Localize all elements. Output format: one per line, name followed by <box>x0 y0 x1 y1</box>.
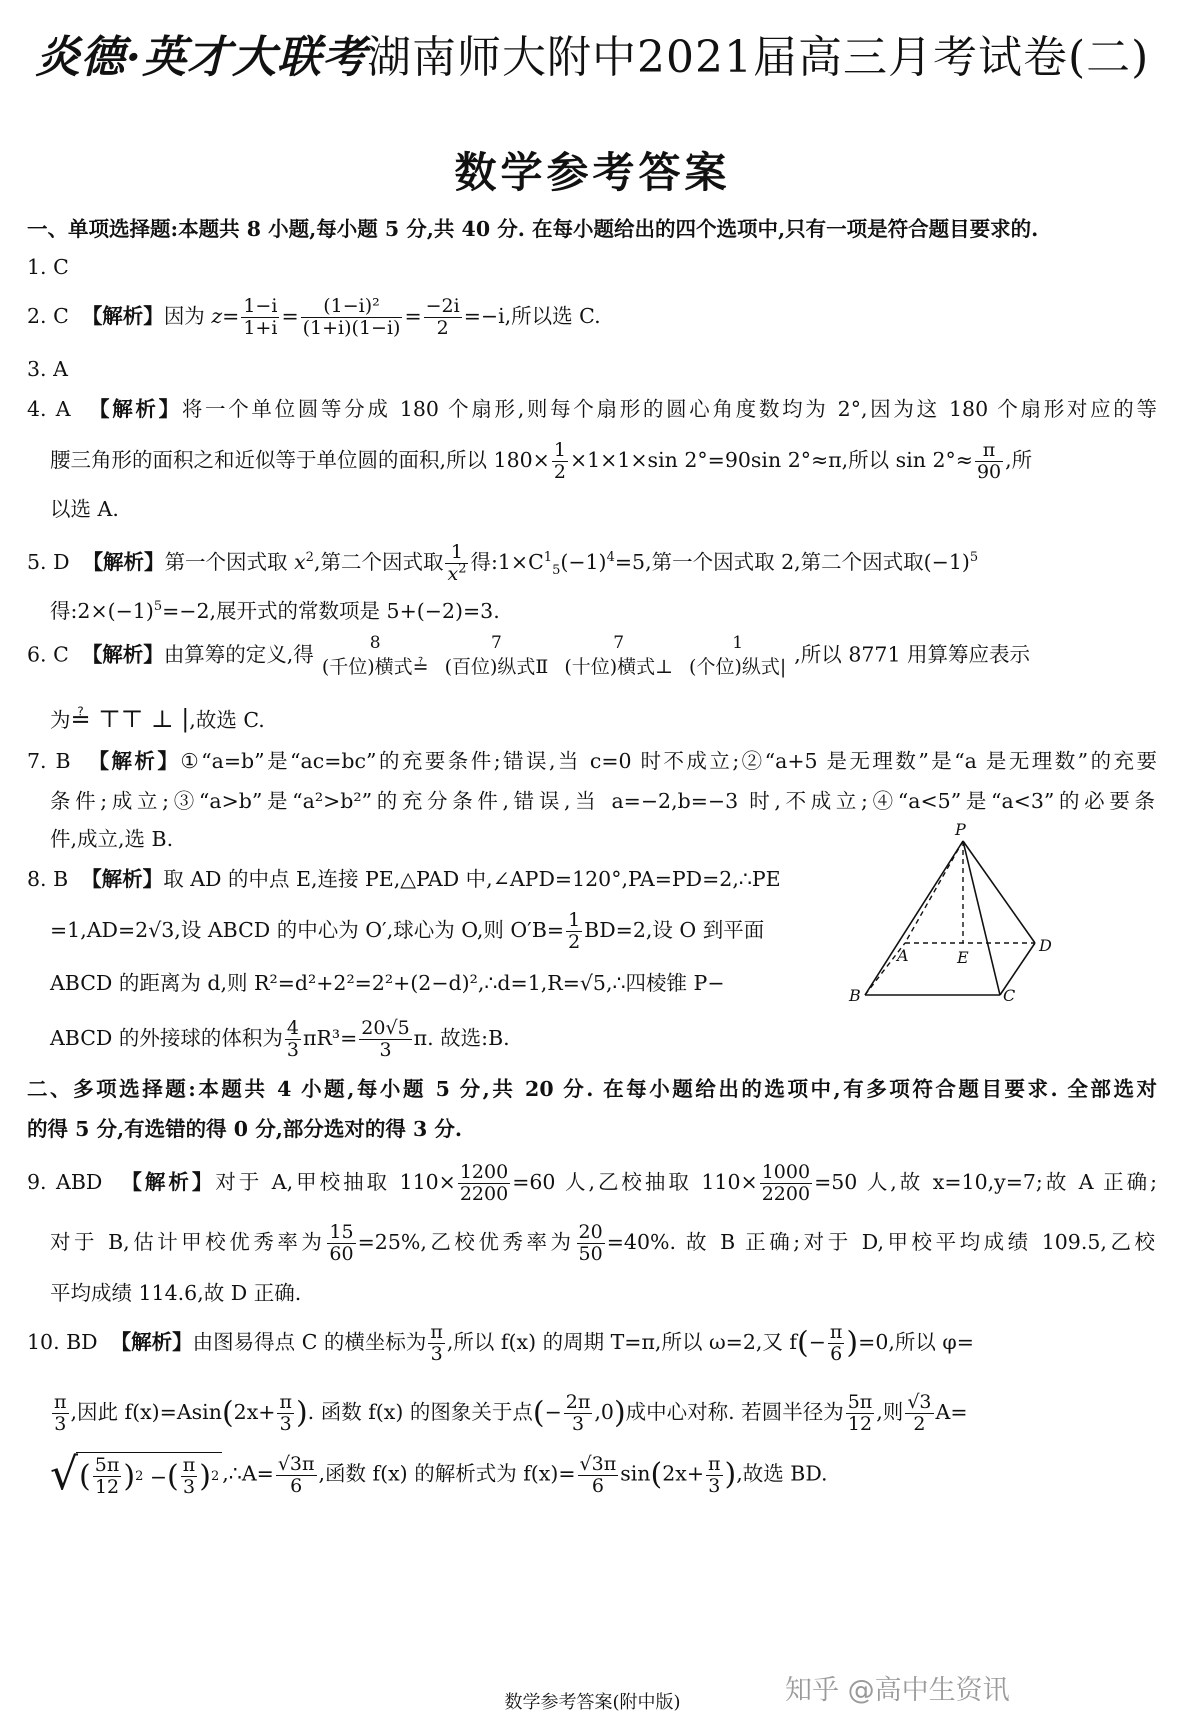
section-2-heading-2: 的得 5 分,有选错的得 0 分,部分选对的得 3 分. <box>27 1117 463 1141</box>
q10-frac: $\frac{\pi}{3}$ <box>430 1321 443 1365</box>
q5-exp: 5 <box>153 599 163 615</box>
q9-line-2 <box>50 1222 1155 1265</box>
edge-PC <box>963 841 1000 995</box>
counting-rod-tens: 7 (十位)横式⊥ <box>564 633 674 678</box>
q4-text-1: 将一个单位圆等分成 180 个扇形,则每个扇形的圆心角度数均为 2°,因为这 180 个扇形对应的等 <box>181 397 1157 421</box>
q1-answer: 1. C <box>27 255 69 279</box>
q3-answer: 3. A <box>27 357 68 381</box>
section-2-heading-1: 二、多项选择题:本题共 4 小题,每小题 5 分,共 20 分. 在每小题给出的选项中,有多项符合题目要求. 全部选对 <box>27 1077 1157 1101</box>
q10-text: 由图易得点 C 的横坐标为 <box>192 1330 427 1354</box>
q9-text: =50 人,故 x=10,y=7;故 A 正确; <box>814 1170 1157 1194</box>
q8-text-2b: BD=2,设 O 到平面 <box>584 918 765 942</box>
q6-text: ,所以 8771 用算筹应表示 <box>794 642 1031 667</box>
q10-sqrt: √ ( $\frac{5\pi}{12}$ ) 2 − ( $\frac{\pi}{3}$ ) 2 <box>50 1452 222 1498</box>
q9-frac-4: $\frac{20}{50}$ <box>578 1221 603 1265</box>
q4-answer: 4. A <box>27 397 71 421</box>
q6-answer: 6. C <box>27 642 69 667</box>
exam-title-text: 湖南师大附中2021届高三月考试卷(二) <box>367 32 1150 83</box>
q10-text: ,所以 f(x) 的周期 T=π,所以 ω=2,又 f <box>446 1330 798 1354</box>
q10-text: A= <box>935 1400 968 1424</box>
q2-var: z <box>211 304 223 328</box>
q5-comb-sup: 1 <box>543 550 553 566</box>
q6-text: ,故选 C. <box>189 708 265 732</box>
q7-line-2: 条件;成立;③“a>b”是“a²>b²”的充分条件,错误,当 a=−2,b=−3 时,不成立;④“a<5”是“a<3”的必要条 <box>50 789 1155 813</box>
q10-answer: 10. BD <box>27 1330 98 1354</box>
q4-text-2a: 腰三角形的面积之和近似等于单位圆的面积,所以 180× <box>50 448 550 472</box>
counting-rod-thousands: 8 (千位)横式≟ <box>321 633 429 678</box>
page-subtitle: 数学参考答案 <box>454 148 731 197</box>
q9-line-3: 平均成绩 114.6,故 D 正确. <box>50 1281 302 1305</box>
q10-line-1: 10. BD 【解析】由图易得点 C 的横坐标为 $\frac{\pi}{3}$ ,所以 f(x) 的周期 T=π,所以 ω=2,又 f(− $\frac{\pi}{6}$ )=0,所以 φ= <box>27 1321 974 1365</box>
q6-text: 为 <box>50 708 71 732</box>
q8-answer: 8. B <box>27 867 69 891</box>
q7-line-1 <box>27 744 1157 778</box>
pyramid-diagram <box>845 815 1065 1015</box>
edge-PB <box>865 841 963 995</box>
q10-frac: $\frac{\pi}{3}$ <box>708 1452 721 1497</box>
q4-text-2b: ×1×1×sin 2°=90sin 2°≈π,所以 sin 2°≈ <box>569 448 973 472</box>
label-B: B <box>849 986 861 1005</box>
q10-frac: $\frac{√3}{2}$ <box>907 1391 932 1435</box>
q10-frac: $\frac{5\pi}{12}$ <box>847 1391 873 1435</box>
q9-frac-2: $\frac{1000}{2200}$ <box>761 1161 811 1205</box>
q2-answer: 2. C <box>27 304 69 328</box>
q10-text: . 函数 f(x) 的图象关于点 <box>307 1400 533 1424</box>
q10-text: 成中心对称. 若圆半径为 <box>625 1400 844 1424</box>
q4-line-1 <box>27 392 1157 426</box>
q2-text: 因为 <box>163 304 212 328</box>
q8-text-2a: =1,AD=2√3,设 ABCD 的中心为 O′,球心为 O,则 O′B= <box>50 918 565 942</box>
q8-frac-3: $\frac{20√5}{3}$ <box>361 1017 410 1061</box>
q10-text: ,0 <box>594 1400 614 1424</box>
q8-line-2 <box>50 910 840 953</box>
q10-text: ,∴A= <box>222 1461 274 1486</box>
q5-answer: 5. D <box>27 550 70 574</box>
q8-frac-1: $\frac{1}{2}$ <box>568 909 581 953</box>
q8-text-4b: πR³= <box>302 1026 358 1050</box>
counting-rod-hundreds: 7 (百位)纵式Ⅱ <box>444 633 549 678</box>
label-D: D <box>1039 936 1052 955</box>
edge-PD <box>963 841 1035 943</box>
q2-frac-1: $\frac{1-i}{1+i}$ <box>243 295 278 339</box>
q10-frac: $\frac{2\pi}{3}$ <box>565 1391 591 1435</box>
label-E: E <box>957 948 969 967</box>
q5-text: 得:2×(−1) <box>50 599 154 623</box>
label-P: P <box>955 820 966 839</box>
label-A: A <box>897 946 909 965</box>
q8-text-4a: ABCD 的外接球的体积为 <box>50 1026 283 1050</box>
q5-frac: $\frac{1}{x^2}$ <box>447 541 467 585</box>
q6-line-2 <box>50 702 1155 737</box>
q8-frac-2: $\frac{4}{3}$ <box>286 1017 299 1061</box>
q5-text: (−1) <box>560 550 607 574</box>
q6-text: 由算筹的定义,得 <box>163 642 314 667</box>
q5-comb-sub: 5 <box>552 563 561 579</box>
q4-line-2 <box>50 440 1155 483</box>
q9-frac-1: $\frac{1200}{2200}$ <box>459 1161 509 1205</box>
q2-frac-3: $\frac{-2i}{2}$ <box>425 295 460 339</box>
section-1-heading: 一、单项选择题:本题共 8 小题,每小题 5 分,共 40 分. 在每小题给出的四个选项中,只有一项是符合题目要求的. <box>27 217 1039 241</box>
q4-frac-2: $\frac{\pi}{90}$ <box>976 439 1002 483</box>
q8-line-3: ABCD 的距离为 d,则 R²=d²+2²=2²+(2−d)²,∴d=1,R=√5,∴四棱锥 P− <box>50 971 725 995</box>
label-C: C <box>1003 986 1016 1005</box>
jiexi-label: 【解析】 <box>121 1170 216 1194</box>
q2-line: 2. C 【解析】因为 z= $\frac{1-i}{1+i}$ = $\frac{\text{(1−i)²}}{(1+i)(1-i)}$ = $\frac{-2i}{2}$ =−i,所以选 C. <box>27 295 601 339</box>
q10-text: ,因此 f(x)=Asin <box>70 1400 222 1424</box>
counting-rod-glyphs: ≟ ⊤⊤ ⊥ | <box>70 705 190 733</box>
q5-var-x: x <box>294 550 306 574</box>
q10-line-3: √ ( $\frac{5\pi}{12}$ ) 2 − ( $\frac{\pi}{3}$ ) 2 ,∴A= $\frac{√3\pi}{6}$ ,函数 f(x) 的解析式为 f(x)= $\frac{√3\pi}{6}$ sin(2x+ $\frac{\pi}{3}$ ),故选 BD. <box>50 1449 828 1500</box>
q8-text-1: 取 AD 的中点 E,连接 PE,△PAD 中,∠APD=120°,PA=PD=2,∴PE <box>163 867 781 891</box>
q10-text: ,故选 BD. <box>736 1461 828 1486</box>
page-footer: 数学参考答案(附中版) <box>504 1692 681 1713</box>
jiexi-label: 【解析】 <box>110 1330 193 1354</box>
exam-brand: 炎德·英才大联考 <box>35 32 367 83</box>
q5-line-1 <box>27 542 1157 585</box>
q7-text-1: ①“a=b”是“ac=bc”的充要条件;错误,当 c=0 时不成立;②“a+5 是无理数”是“a 是无理数”的充要 <box>180 749 1158 773</box>
q10-frac: $\frac{√3\pi}{6}$ <box>277 1452 315 1497</box>
q9-text: =25%,乙校优秀率为 <box>357 1230 575 1254</box>
q5-text: =5,第一个因式取 2,第二个因式取(−1) <box>614 550 970 574</box>
jiexi-label: 【解析】 <box>82 550 165 574</box>
q10-text: =0,所以 φ= <box>858 1330 974 1354</box>
q8-line-4 <box>50 1018 840 1061</box>
q10-text: ,则 <box>876 1400 904 1424</box>
q10-frac: $\frac{\pi}{3}$ <box>279 1391 292 1435</box>
q8-line-1 <box>27 862 827 896</box>
q9-text: 对于 B,估计甲校优秀率为 <box>50 1230 326 1254</box>
q9-text: =40%. 故 B 正确;对于 D,甲校平均成绩 109.5,乙校 <box>606 1230 1155 1254</box>
q10-text: 2x+ <box>662 1461 704 1486</box>
q2-frac-2: $\frac{\text{(1−i)²}}{(1+i)(1-i)}$ <box>302 295 401 339</box>
jiexi-label: 【解析】 <box>81 867 164 891</box>
q2-text-end: =−i,所以选 C. <box>463 304 601 328</box>
exam-title <box>0 30 1185 86</box>
q4-frac-1: $\frac{1}{2}$ <box>553 439 566 483</box>
q5-exp: 2 <box>305 550 314 566</box>
q9-frac-3: $\frac{15}{60}$ <box>329 1221 354 1265</box>
q5-text: ,第二个因式取 <box>313 550 444 574</box>
q9-answer: 9. ABD <box>27 1170 103 1194</box>
edge-PA <box>905 841 963 943</box>
pyramid-figure <box>845 815 1065 1015</box>
q7-answer: 7. B <box>27 749 71 773</box>
q4-text-2c: ,所 <box>1005 448 1033 472</box>
q8-text-4c: π. 故选:B. <box>413 1026 510 1050</box>
q10-line-2: $\frac{\pi}{3}$ ,因此 f(x)=Asin(2x+ $\frac{\pi}{3}$ ). 函数 f(x) 的图象关于点(− $\frac{2\pi}{3}$ ,0)成中心对称. 若圆半径为 $\frac{5\pi}{12}$ ,则 $\frac{√3}{2}$ A= <box>54 1391 968 1435</box>
q7-line-3: 件,成立,选 B. <box>50 827 174 851</box>
q10-frac: $\frac{\pi}{3}$ <box>54 1391 67 1435</box>
counting-rod-units: 1 (个位)纵式| <box>689 633 787 678</box>
jiexi-label: 【解析】 <box>81 304 164 328</box>
q10-text: ,函数 f(x) 的解析式为 f(x)= <box>318 1461 576 1486</box>
jiexi-label: 【解析】 <box>89 397 182 421</box>
q5-text: =−2,展开式的常数项是 5+(−2)=3. <box>162 599 500 623</box>
q5-exp: 4 <box>606 550 615 566</box>
q4-line-3: 以选 A. <box>50 497 119 521</box>
q10-frac: $\frac{√3\pi}{6}$ <box>579 1452 617 1497</box>
q9-line-1 <box>27 1162 1157 1205</box>
q10-text: 2x+ <box>233 1400 276 1424</box>
q2-eq: = <box>222 304 240 328</box>
q5-text: 第一个因式取 <box>164 550 295 574</box>
q9-text: 对于 A,甲校抽取 110× <box>215 1170 456 1194</box>
q5-exp: 5 <box>969 550 979 566</box>
q10-text: sin <box>620 1461 651 1486</box>
jiexi-label: 【解析】 <box>88 749 181 773</box>
watermark: 知乎 @高中生资讯 <box>785 1675 1010 1706</box>
q5-text: 得:1×C <box>470 550 544 574</box>
jiexi-label: 【解析】 <box>81 642 164 667</box>
q6-line-1 <box>27 635 1157 677</box>
q5-line-2 <box>50 594 1155 628</box>
q10-frac: $\frac{\pi}{6}$ <box>829 1321 843 1365</box>
q9-text: =60 人,乙校抽取 110× <box>512 1170 758 1194</box>
